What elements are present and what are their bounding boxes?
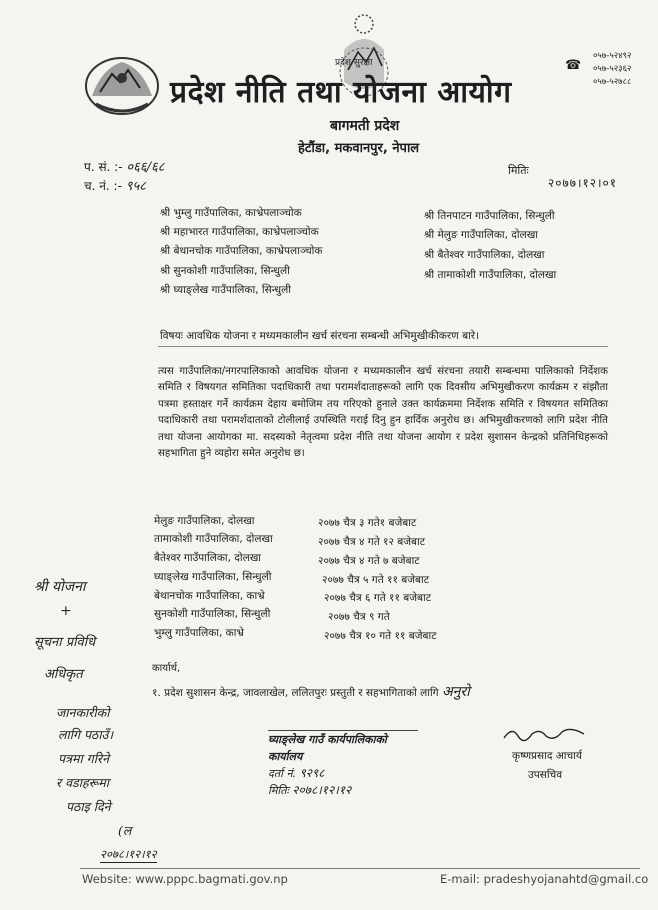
recipient-right: श्री तामाकोशी गाउँपालिका, दोलखा bbox=[424, 269, 557, 281]
schedule-time: २०७७ चैत्र ४ गते ७ बजेबाट bbox=[318, 555, 420, 567]
handwritten-note: सूचना प्रविधि bbox=[34, 635, 96, 650]
recipient-right: श्री तिनपाटन गाउँपालिका, सिन्धुली bbox=[424, 210, 555, 222]
schedule-place: तामाकोशी गाउँपालिका, दोलखा bbox=[154, 533, 273, 545]
schedule-time: २०७७ चैत्र ३ गते१ बजेबाट bbox=[318, 517, 417, 529]
handwritten-note: श्री योजना bbox=[34, 579, 86, 595]
schedule-place: सुनकोशी गाउँपालिका, सिन्धुली bbox=[154, 608, 271, 620]
cc-item bbox=[152, 682, 597, 701]
phone-number: ०५७-५२७८८ bbox=[593, 77, 632, 87]
received-stamp bbox=[268, 730, 418, 797]
cc-heading: कार्यार्थ, bbox=[152, 663, 181, 674]
stamp-darta-value: ९२९८ bbox=[299, 766, 325, 780]
nepal-emblem-logo bbox=[82, 48, 162, 118]
schedule-place: घ्याङ्लेख गाउँपालिका, सिन्धुली bbox=[154, 571, 272, 583]
schedule-time: २०७७ चैत्र १० गते ११ बजेबाट bbox=[324, 630, 437, 642]
recipient-right: श्री बैतेश्वर गाउँपालिका, दोलखा bbox=[424, 249, 545, 261]
recipient-left: श्री भुम्लु गाउँपालिका, काभ्रेपलाञ्चोक bbox=[160, 207, 302, 219]
schedule-place: बेथानचोक गाउँपालिका, काभ्रे bbox=[154, 590, 265, 602]
signatory-title: उपसचिव bbox=[528, 769, 563, 781]
schedule-time: २०७७ चैत्र ९ गते bbox=[328, 611, 390, 623]
organization-title: प्रदेश नीति तथा योजना आयोग bbox=[170, 75, 512, 110]
handwritten-note: पठाइ दिने bbox=[66, 799, 111, 814]
date-label: मितिः bbox=[508, 164, 529, 177]
handwritten-note: र वडाहरूमा bbox=[56, 775, 110, 790]
handwritten-note: (ल bbox=[118, 823, 132, 838]
recipient-left: श्री सुनकोशी गाउँपालिका, सिन्धुली bbox=[160, 265, 290, 277]
recipient-left: श्री महाभारत गाउँपालिका, काभ्रेपलाञ्चोक bbox=[160, 226, 319, 238]
province-name: बागमती प्रदेश bbox=[330, 118, 400, 134]
dispatch-number-row bbox=[84, 176, 146, 194]
handwritten-note: लागि पठाउँ। bbox=[58, 727, 114, 742]
cha-na-label: च. नं. :- bbox=[84, 179, 122, 193]
subject-underline bbox=[158, 346, 608, 347]
footer-email: E-mail: pradeshyojanahtd@gmail.co bbox=[440, 872, 649, 886]
recipient-left: श्री बेथानचोक गाउँपालिका, काभ्रेपलाञ्चोक bbox=[160, 245, 323, 257]
signatory-name: कृष्णप्रसाद आचार्य bbox=[512, 750, 582, 762]
letter-subject: विषयः आवधिक योजना र मध्यमकालीन खर्च संरचना सम्बन्धी अभिमुखीकीकरण बारे। bbox=[160, 330, 480, 342]
phone-number: ०५७-५२३६२ bbox=[593, 64, 632, 74]
phone-numbers bbox=[593, 50, 631, 89]
schedule-place: बैतेश्वर गाउँपालिका, दोलखा bbox=[154, 552, 262, 564]
cc-handwritten-note: अनुरो bbox=[441, 684, 470, 700]
stamp-date-label: मितिः bbox=[268, 784, 289, 797]
handwritten-note: जानकारीको bbox=[56, 705, 110, 720]
cc-item-text: १. प्रदेश सुशासन केन्द्र, जावलाखेल, ललितपुरः प्रस्तुती र सहभागिताको लागि bbox=[152, 687, 439, 699]
emblem-stamp-text: प्रदेश सुरक्षा bbox=[335, 58, 373, 68]
schedule-time: २०७७ चैत्र ५ गते ११ बजेबाट bbox=[322, 574, 430, 586]
phone-number: ०५७-५२४९२ bbox=[593, 51, 632, 61]
pa-sa-label: प. सं. :- bbox=[84, 160, 123, 174]
stamp-date-value: २०७८।१२।१२ bbox=[292, 783, 352, 797]
phone-icon: ☎ bbox=[565, 58, 582, 73]
handwritten-note: पत्रमा गरिने bbox=[58, 751, 110, 766]
recipient-right: श्री मेलुङ गाउँपालिका, दोलखा bbox=[424, 229, 539, 241]
letter-body: त्यस गाउँपालिका/नगरपालिकाको आवधिक योजना र मध्यमकालीन खर्च संरचना तयारी सम्बन्धमा पालिकाको निर्देशक समिति र विषयगत समितिका पदाधिकारी तथा परामर्शदाताहरूको लागि एक दिवसीय अभिमुखीकरण कार्यक्रम र संझौता पत्रमा हस्ताक्षर गर्ने कार्यक्रम देहाय बमोजिम तय गरिएको हुनाले उक्त कार्यक्रममा निर्देशक समिति र विषयगत समितिका पदाधिकारी तथा परामर्शदाताको टोलीलाई उपस्थिति गराई दिनु हुन हार्दिक अनुरोध छ। अभिमुखीकरणको लागि प्रदेश नीति तथा योजना आयोगका मा. सदस्यको नेतृत्वमा प्रदेश नीति तथा योजना आयोग र प्रदेश सुशासन केन्द्रको प्रतिनिधिहरूको सहभागिता हुने व्यहोरा समेत अनुरोध छ। bbox=[158, 366, 608, 460]
handwritten-note: + bbox=[60, 603, 72, 619]
letter-date: २०७७।१२।०१ bbox=[548, 176, 618, 190]
stamp-office: घ्याङ्लेख गाउँ कार्यपालिकाको कार्यालय bbox=[268, 733, 387, 763]
recipient-left: श्री घ्याङ्लेख गाउँपालिका, सिन्धुली bbox=[160, 284, 291, 296]
schedule-place: मेलुङ गाउँपालिका, दोलखा bbox=[154, 515, 255, 527]
handwritten-note: २०७८।१२।१२ bbox=[100, 847, 157, 861]
schedule-time: २०७७ चैत्र ६ गते ११ बजेबाट bbox=[324, 592, 432, 604]
cha-na-value: ९५८ bbox=[125, 179, 147, 194]
stamp-darta-row bbox=[268, 765, 418, 782]
stamp-date-row bbox=[268, 782, 418, 799]
footer-website: Website: www.pppc.bagmati.gov.np bbox=[82, 872, 288, 886]
footer-divider bbox=[80, 868, 640, 869]
pa-sa-value: ०६६/६८ bbox=[126, 160, 165, 175]
handwritten-note: अधिकृत bbox=[44, 667, 83, 682]
schedule-time: २०७७ चैत्र ४ गते १२ बजेबाट bbox=[318, 536, 426, 548]
signature-scribble bbox=[500, 724, 590, 746]
reference-number-row bbox=[84, 157, 165, 175]
schedule-place: भुम्लु गाउँपालिका, काभ्रे bbox=[154, 627, 244, 639]
office-location: हेटौंडा, मकवानपुर, नेपाल bbox=[298, 141, 420, 156]
stamp-darta-label: दर्ता नं. bbox=[268, 767, 297, 780]
